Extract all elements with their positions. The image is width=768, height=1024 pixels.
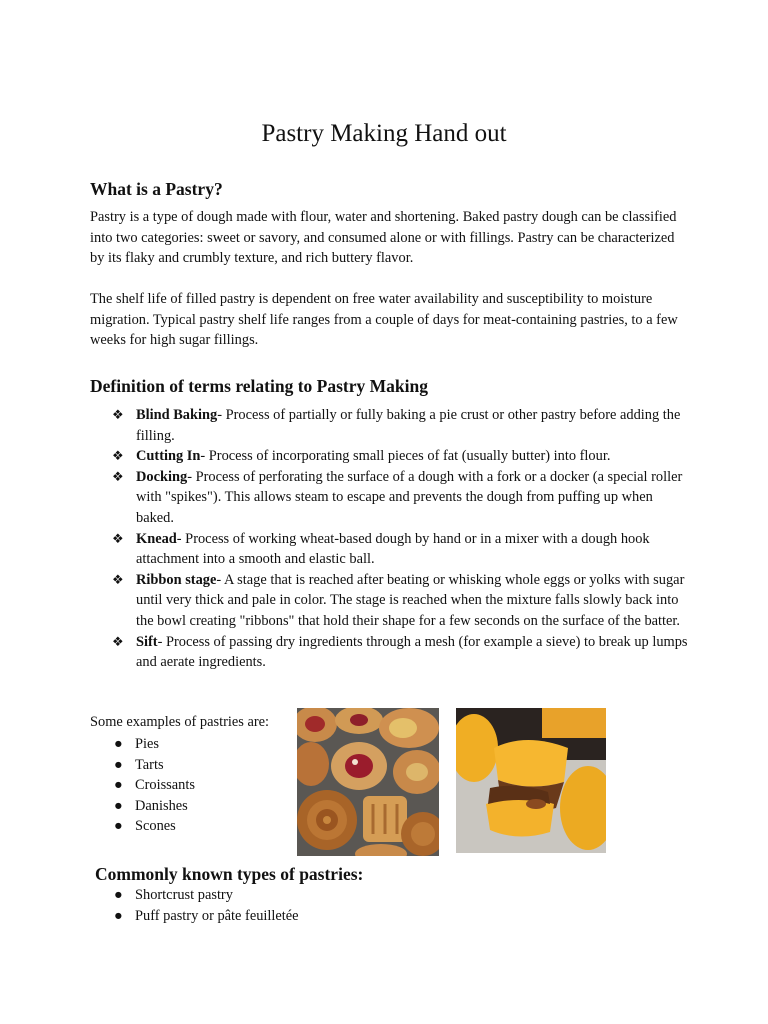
list-item [110,467,690,529]
list-item-text: Pies [135,736,159,752]
types-heading: Commonly known types of pastries: [95,864,364,884]
bullet-icon: ● [114,907,123,924]
examples-list [110,734,280,837]
list-item [110,405,690,446]
term-name: Docking [136,468,188,485]
list-item-text: Shortcrust pastry [135,887,233,903]
term-definition: - Process of partially or fully baking a pie crust or other pastry before adding the filling. [136,407,681,444]
term-definition: - Process of passing dry ingredients through a mesh (for example a sieve) to break up lumps and aerate ingredients. [136,633,688,671]
paragraph-text: Pastry is a type of dough made with flour, water and shortening. Baked pastry dough can be classified into two categories: sweet or savory, and consumed alone or with fillings. Pastry can be characterized by its flaky and crumbly texture, and rich buttery flavor. [90,209,677,267]
list-item-text: Tarts [135,756,164,773]
list-item [110,775,280,796]
bullet-icon: ● [114,818,123,835]
what-is-paragraph-2 [90,289,690,351]
diamond-bullet-icon: ❖ [112,448,124,464]
list-item [110,906,510,927]
what-is-heading: What is a Pastry? [90,179,223,199]
diamond-bullet-icon: ❖ [112,633,124,649]
term-name: Ribbon stage [136,571,217,588]
page-title: Pastry Making Hand out [261,120,507,147]
list-item [110,529,690,570]
paragraph-text: The shelf life of filled pastry is dependent on free water availability and susceptibility to moisture migration. Typical pastry shelf life ranges from a couple of days for meat-containing pastries, to a few weeks for high sugar fillings. [90,291,678,349]
term-name: Cutting In [136,448,201,465]
bullet-icon: ● [114,756,123,773]
list-item [110,755,280,776]
diamond-bullet-icon: ❖ [112,407,124,422]
examples-intro: Some examples of pastries are: [90,714,270,730]
list-item-text: Scones [135,818,176,835]
list-item [110,570,690,632]
bullet-icon: ● [114,797,123,814]
diamond-bullet-icon: ❖ [112,468,124,484]
diamond-bullet-icon: ❖ [112,530,124,546]
list-item [110,816,280,837]
term-definition: - Process of perforating the surface of a dough with a fork or a docker (a special roller with "spikes"). This allows steam to escape and prevents the dough from puffing up when baked. [136,468,683,526]
term-name: Knead [136,530,177,547]
list-item-text: Danishes [135,797,188,814]
list-item-text: Croissants [135,777,195,794]
types-list [110,885,510,926]
patties-image [456,708,606,853]
patties-photo [456,708,606,853]
pastries-photo [297,708,439,856]
list-item-text: Puff pastry or pâte feuilletée [135,907,299,924]
list-item [110,446,690,467]
term-definition: - Process of incorporating small pieces of fat (usually butter) into flour. [200,448,611,465]
term-name: Sift [136,633,158,650]
what-is-paragraph-1 [90,207,690,269]
term-definition: - Process of working wheat-based dough by hand or in a mixer with a dough hook attachment into a smooth and elastic ball. [136,530,650,568]
list-item [110,885,510,906]
list-item [110,632,690,673]
definitions-heading: Definition of terms relating to Pastry Making [90,376,428,396]
list-item [110,796,280,817]
definitions-list [110,405,690,673]
bullet-icon: ● [114,736,123,752]
bullet-icon: ● [114,777,123,794]
term-name: Blind Baking [136,407,218,423]
bullet-icon: ● [114,887,123,903]
term-definition: - A stage that is reached after beating or whisking whole eggs or yolks with sugar until very thick and pale in color. The stage is reached when the mixture falls slowly back into the bowl creating "ribbons" that hold their shape for a few seconds on the surface of the batter. [136,571,685,629]
diamond-bullet-icon: ❖ [112,571,124,587]
list-item [110,734,280,755]
assorted-pastries-image [297,708,439,856]
